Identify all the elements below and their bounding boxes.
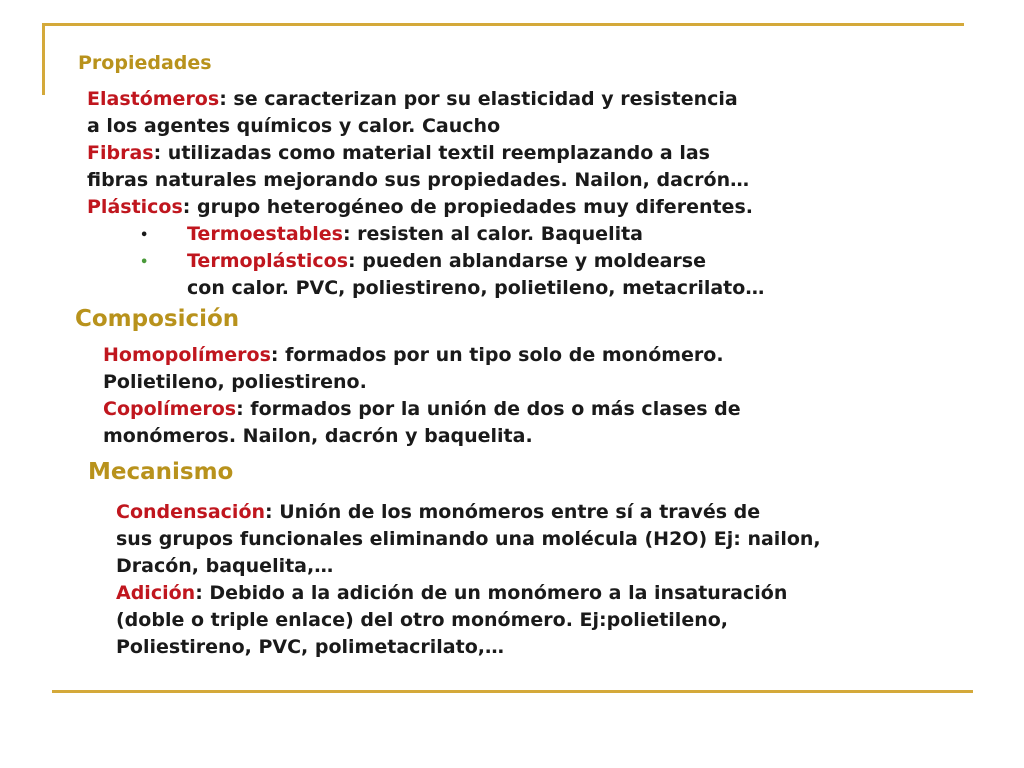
- term-fibras: Fibras: [87, 142, 154, 164]
- plasticos-text-1: : grupo heterogéneo de propiedades muy diferentes.: [182, 196, 753, 218]
- term-plasticos: Plásticos: [87, 196, 183, 218]
- termoestables-line-1: [187, 221, 643, 248]
- homopolimeros-text-1: : formados por un tipo solo de monómero.: [270, 344, 724, 366]
- term-adicion: Adición: [116, 582, 196, 604]
- termoplasticos-line-1: [187, 248, 706, 275]
- fibras-line-2: fibras naturales mejorando sus propiedades. Nailon, dacrón…: [87, 169, 750, 191]
- bullet-termoestables: •: [140, 228, 149, 243]
- term-condensacion: Condensación: [116, 501, 266, 523]
- term-elastomeros: Elastómeros: [87, 88, 220, 110]
- left-rule: [42, 23, 45, 95]
- top-rule: [42, 23, 964, 26]
- heading-composicion: Composición: [75, 306, 240, 332]
- heading-mecanismo: Mecanismo: [88, 459, 234, 485]
- term-homopolimeros: Homopolímeros: [103, 344, 271, 366]
- termoestables-text-1: : resisten al calor. Baquelita: [342, 223, 644, 245]
- copolimeros-line-1: [103, 396, 741, 423]
- condensacion-text-1: : Unión de los monómeros entre sí a través de: [265, 501, 761, 523]
- condensacion-line-3: Dracón, baquelita,…: [116, 555, 334, 577]
- bottom-rule: [52, 690, 973, 693]
- elastomeros-line-2: a los agentes químicos y calor. Caucho: [87, 115, 501, 137]
- homopolimeros-line-1: [103, 342, 724, 369]
- fibras-line-1: [87, 140, 710, 167]
- term-termoplasticos: Termoplásticos: [187, 250, 349, 272]
- term-copolimeros: Copolímeros: [103, 398, 237, 420]
- homopolimeros-line-2: Polietileno, poliestireno.: [103, 371, 367, 393]
- adicion-line-3: Poliestireno, PVC, polimetacrilato,…: [116, 636, 504, 658]
- termoplasticos-line-2: con calor. PVC, poliestireno, polietileno, metacrilato…: [187, 277, 765, 299]
- termoplasticos-text-1: : pueden ablandarse y moldearse: [348, 250, 706, 272]
- condensacion-line-2: sus grupos funcionales eliminando una molécula (H2O) Ej: nailon,: [116, 528, 821, 550]
- plasticos-line-1: [87, 194, 753, 221]
- bullet-termoplasticos: •: [140, 255, 149, 270]
- heading-propiedades: Propiedades: [78, 52, 212, 74]
- fibras-text-1: : utilizadas como material textil reemplazando a las: [153, 142, 710, 164]
- adicion-line-1: [116, 580, 787, 607]
- copolimeros-line-2: monómeros. Nailon, dacrón y baquelita.: [103, 425, 533, 447]
- elastomeros-text-1: : se caracterizan por su elasticidad y resistencia: [219, 88, 738, 110]
- condensacion-line-1: [116, 499, 760, 526]
- elastomeros-line-1: [87, 86, 738, 113]
- adicion-line-2: (doble o triple enlace) del otro monómero. Ej:polietileno,: [116, 609, 728, 631]
- copolimeros-text-1: : formados por la unión de dos o más clases de: [236, 398, 741, 420]
- adicion-text-1: : Debido a la adición de un monómero a la insaturación: [195, 582, 788, 604]
- term-termoestables: Termoestables: [187, 223, 343, 245]
